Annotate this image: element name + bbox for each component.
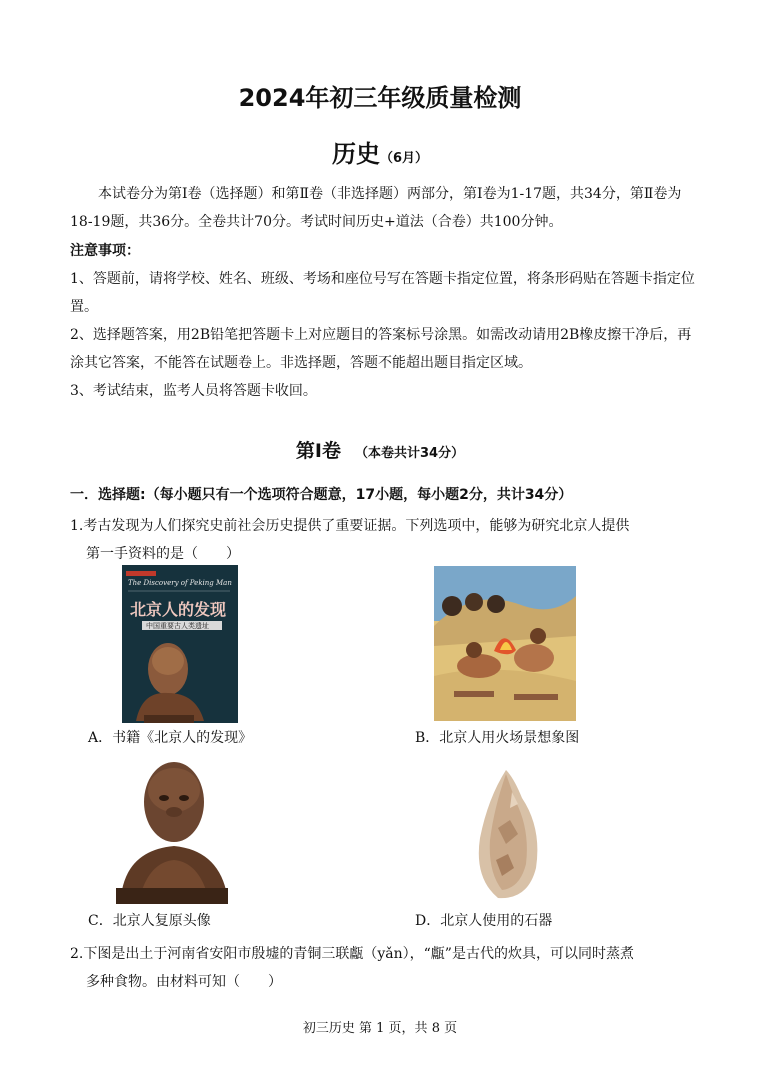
book-subtitle: 中国重要古人类遗址 <box>146 622 209 630</box>
book-en-title: The Discovery of Peking Man <box>128 579 232 587</box>
notice-heading: 注意事项： <box>70 243 140 259</box>
part-heading: 一．选择题:（每小题只有一个选项符合题意，17小题，每小题2分，共计34分） <box>70 487 573 503</box>
exam-title: 2024年初三年级质量检测 <box>238 84 522 112</box>
book-cn-title: 北京人的发现 <box>130 600 227 619</box>
question-1 <box>70 512 700 568</box>
book-cover-svg <box>122 565 238 723</box>
option-b: B．北京人用火场景想象图 <box>415 730 580 746</box>
notice-item-2: 2、选择题答案，用2B铅笔把答题卡上对应题目的答案标号涂黑。如需改动请用2B橡皮擦干净后，再涂其它答案，不能答在试题卷上。非选择题，答题不能超出题目指定区域。 <box>70 327 692 371</box>
book-cover-image <box>122 565 238 723</box>
stone-tool-image <box>468 768 542 902</box>
subject-name: 历史 <box>331 140 380 168</box>
section-note: （本卷共计34分） <box>354 446 465 461</box>
bust-sculpture-image <box>112 750 234 906</box>
option-c: C．北京人复原头像 <box>88 913 211 929</box>
intro-paragraph: 本试卷分为第Ⅰ卷（选择题）和第Ⅱ卷（非选择题）两部分，第Ⅰ卷为1-17题，共34分，第Ⅱ卷为18-19题，共36分。全卷共计70分。考试时间历史+道法（合卷）共100分钟。 <box>70 186 682 230</box>
question-1-line-1: 1.考古发现为人们探究史前社会历史提供了重要证据。下列选项中，能够为研究北京人提供 <box>70 518 630 534</box>
notice-item-3: 3、考试结束，监考人员将答题卡收回。 <box>70 383 317 399</box>
section-name: 第Ⅰ卷 <box>295 440 341 462</box>
question-1-line-2: 第一手资料的是（ ） <box>86 546 240 562</box>
question-2-line-1: 2.下图是出土于河南省安阳市殷墟的青铜三联甗（yǎn），“甗”是古代的炊具，可以同时蒸煮 <box>70 946 634 962</box>
option-d: D．北京人使用的石器 <box>415 913 553 929</box>
section-title <box>0 436 760 463</box>
question-2 <box>70 940 700 996</box>
notice-item-1: 1、答题前，请将学校、姓名、班级、考场和座位号写在答题卡指定位置，将条形码贴在答题卡指定位置。 <box>70 271 695 315</box>
subject-month: （6月） <box>379 151 429 166</box>
question-2-line-2: 多种食物。由材料可知（ ） <box>86 974 282 990</box>
option-a: A．书籍《北京人的发现》 <box>88 730 253 746</box>
subject-title <box>0 134 760 169</box>
page-footer: 初三历史 第 1 页，共 8 页 <box>302 1021 458 1036</box>
fire-scene-illustration <box>434 566 576 721</box>
